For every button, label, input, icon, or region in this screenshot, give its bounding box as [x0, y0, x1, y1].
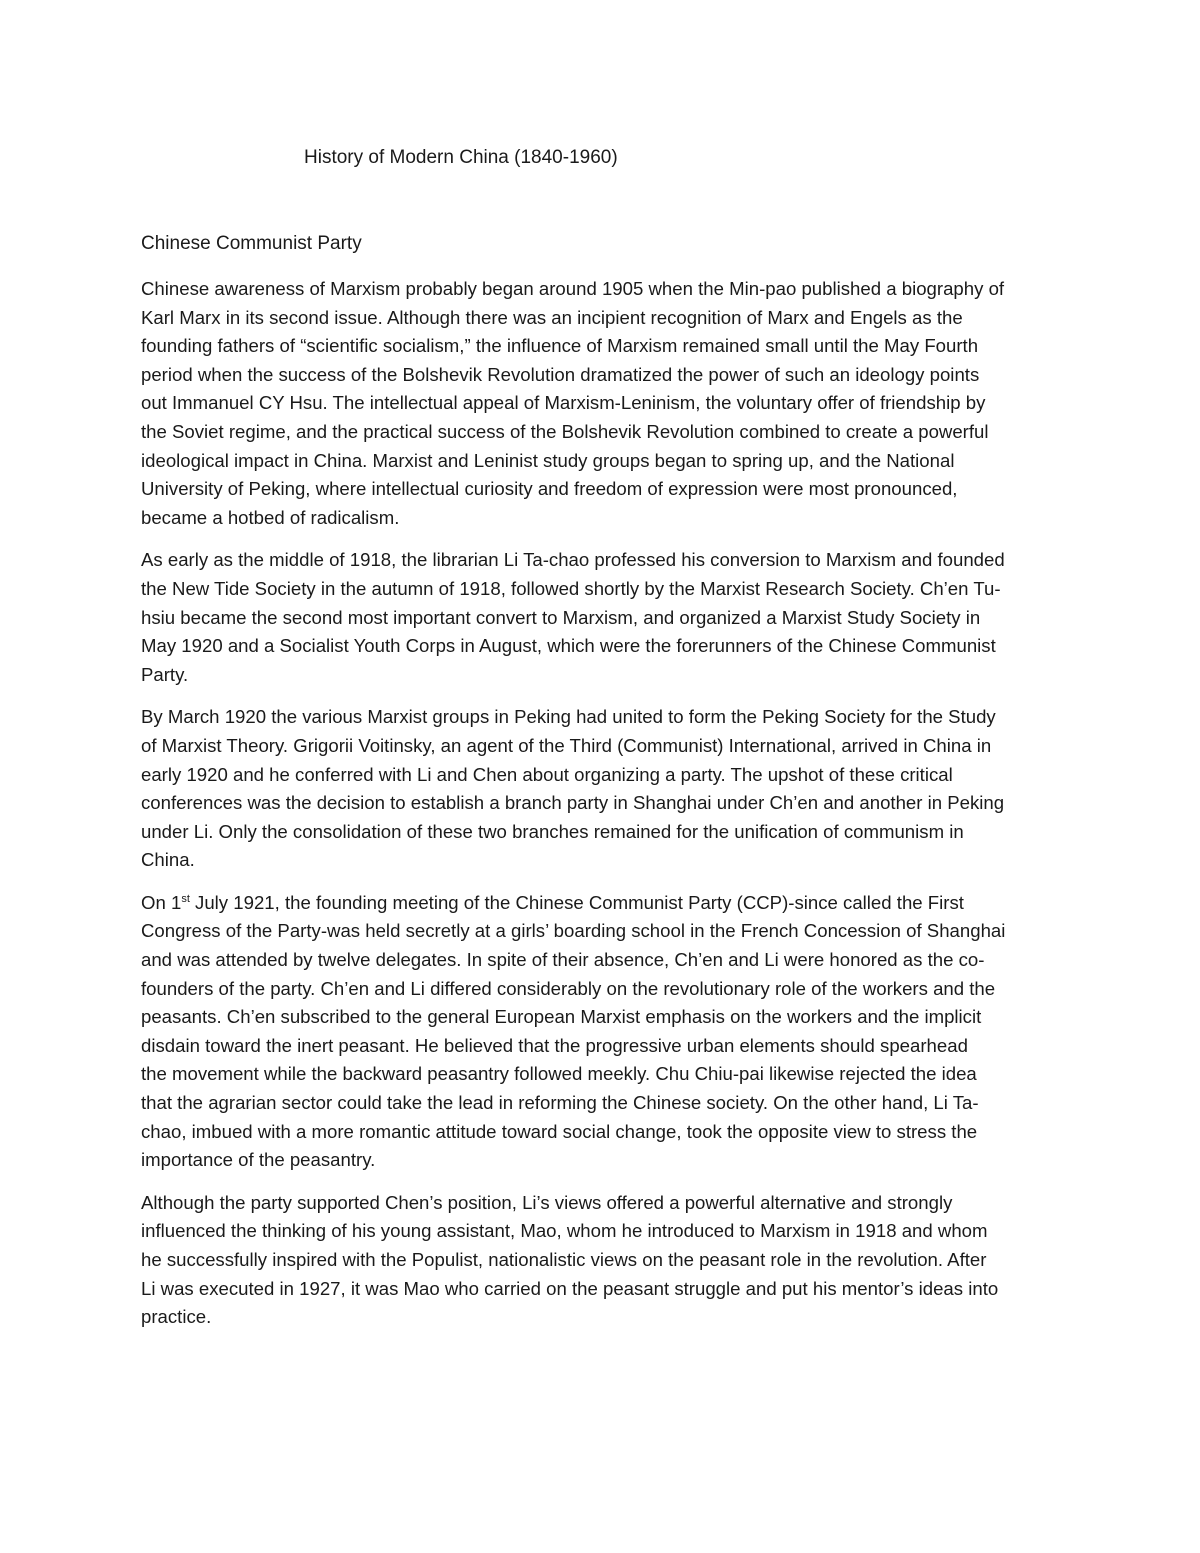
text-line: chao, imbued with a more romantic attitude toward social change, took the opposite view to stress the	[141, 1120, 978, 1142]
text-line: founding fathers of “scientific socialism,” the influence of Marxism remained small until the May Fourth	[141, 335, 979, 357]
text-line: out Immanuel CY Hsu. The intellectual appeal of Marxism-Leninism, the voluntary offer of friendship by	[141, 392, 986, 414]
document-body	[141, 275, 1061, 1346]
text-line: disdain toward the inert peasant. He believed that the progressive urban elements should spearhead	[141, 1034, 968, 1056]
text-line: University of Peking, where intellectual curiosity and freedom of expression were most pronounced,	[141, 478, 958, 500]
paragraph-2	[141, 546, 1061, 689]
text-line: Li was executed in 1927, it was Mao who carried on the peasant struggle and put his mentor’s ideas into	[141, 1277, 999, 1299]
text-line: the New Tide Society in the autumn of 1918, followed shortly by the Marxist Research Society. Ch’en Tu-	[141, 577, 1001, 599]
paragraph-4	[141, 889, 1061, 1175]
text-line: hsiu became the second most important convert to Marxism, and organized a Marxist Study Society in	[141, 606, 981, 628]
text-line: he successfully inspired with the Populist, nationalistic views on the peasant role in the revolution. After	[141, 1249, 987, 1270]
text-line: conferences was the decision to establish a branch party in Shanghai under Ch’en and another in Peking	[141, 792, 1005, 814]
text-line: ideological impact in China. Marxist and Leninist study groups began to spring up, and the National	[141, 449, 955, 471]
text-line: Party.	[141, 663, 189, 685]
text-line: influenced the thinking of his young assistant, Mao, whom he introduced to Marxism in 1918 and whom	[141, 1220, 988, 1242]
text-line: the Soviet regime, and the practical success of the Bolshevik Revolution combined to create a powerful	[141, 420, 989, 442]
text-line: that the agrarian sector could take the lead in reforming the Chinese society. On the other hand, Li Ta-	[141, 1092, 979, 1114]
text-line: period when the success of the Bolshevik Revolution dramatized the power of such an ideology points	[141, 363, 980, 385]
text-line: practice.	[141, 1306, 212, 1328]
paragraph-5	[141, 1189, 1061, 1332]
section-heading: Chinese Communist Party	[141, 233, 362, 254]
text-fragment: July 1921, the founding meeting of the Chinese Communist Party (CCP)-since called the First	[189, 891, 964, 913]
text-line: May 1920 and a Socialist Youth Corps in August, which were the forerunners of the Chinese Communist	[141, 635, 996, 657]
paragraph-1	[141, 275, 1061, 532]
text-line: peasants. Ch’en subscribed to the general European Marxist emphasis on the workers and the implicit	[141, 1006, 982, 1028]
text-fragment: On 1	[141, 891, 182, 913]
text-line: founders of the party. Ch’en and Li differed considerably on the revolutionary role of the workers and the	[141, 977, 996, 999]
ordinal-superscript: st	[181, 892, 190, 905]
document-title: History of Modern China (1840-1960)	[304, 147, 618, 168]
text-line-with-superscript	[141, 889, 1061, 918]
text-line: the movement while the backward peasantry followed meekly. Chu Chiu-pai likewise rejected the idea	[141, 1063, 977, 1085]
text-line: and was attended by twelve delegates. In spite of their absence, Ch’en and Li were honored as the co-	[141, 949, 985, 971]
text-line: Although the party supported Chen’s position, Li’s views offered a powerful alternative and strongly	[141, 1191, 953, 1213]
paragraph-3	[141, 703, 1061, 875]
text-line: By March 1920 the various Marxist groups in Peking had united to form the Peking Society for the Study	[141, 706, 996, 728]
text-line: became a hotbed of radicalism.	[141, 506, 400, 528]
text-line: early 1920 and he conferred with Li and Chen about organizing a party. The upshot of these critical	[141, 763, 953, 785]
text-line: importance of the peasantry.	[141, 1149, 376, 1171]
text-line: under Li. Only the consolidation of these two branches remained for the unification of communism in	[141, 820, 964, 842]
text-line: China.	[141, 849, 195, 871]
text-line: Chinese awareness of Marxism probably began around 1905 when the Min-pao published a biography of	[141, 278, 1005, 299]
text-line: Karl Marx in its second issue. Although there was an incipient recognition of Marx and Engels as the	[141, 306, 963, 328]
text-line: As early as the middle of 1918, the librarian Li Ta-chao professed his conversion to Marxism and founded	[141, 549, 1005, 571]
text-line: Congress of the Party-was held secretly at a girls’ boarding school in the French Concession of Shanghai	[141, 920, 1006, 942]
text-line: of Marxist Theory. Grigorii Voitinsky, an agent of the Third (Communist) International, arrived in China in	[141, 734, 992, 756]
